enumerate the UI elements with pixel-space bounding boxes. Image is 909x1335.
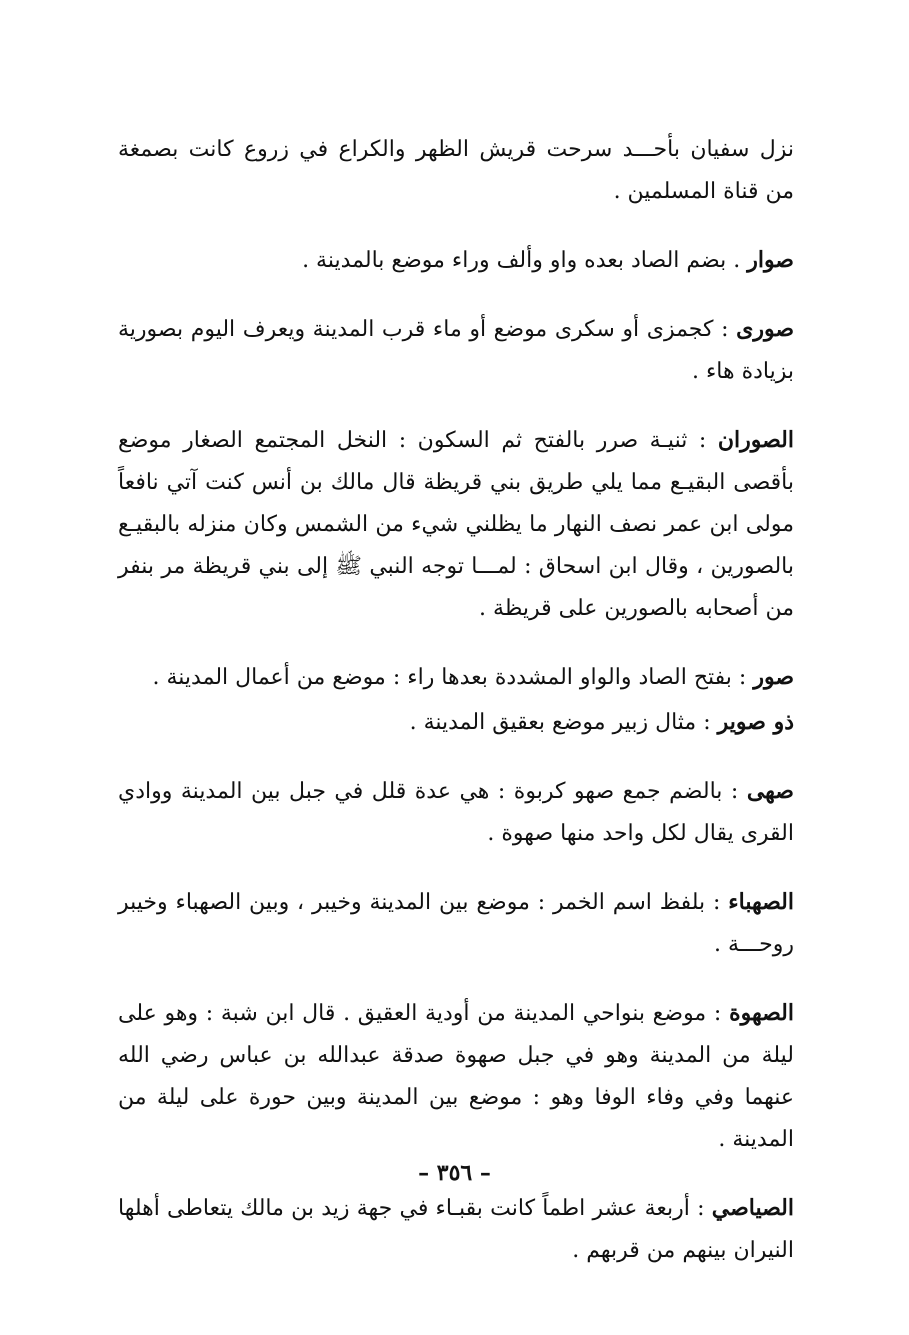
page-body — [118, 128, 794, 1298]
entry-term: ذو صوير — [717, 709, 794, 735]
entry-term: الصوران — [717, 427, 794, 453]
entry-term: صوار — [747, 247, 794, 273]
entry-al-suran — [118, 419, 794, 630]
entry-term: صور — [753, 664, 794, 690]
entry-term: الصهوة — [729, 1000, 794, 1026]
entry-text: : بلفظ اسم الخمر : موضع بين المدينة وخيبر ، وبين الصهباء وخيبر روحـــة . — [118, 890, 794, 957]
entry-al-sahba — [118, 881, 794, 966]
entry-term: الصياصي — [711, 1195, 794, 1221]
entry-suwar — [118, 239, 794, 282]
entry-term: صورى — [736, 316, 794, 342]
entry-text: : موضع بنواحي المدينة من أودية العقيق . قال ابن شبة : وهو على ليلة من المدينة وهو في جبل صهوة صدقة عبدالله بن عباس رضي الله عنهما وفي وفاء الوفا وهو : موضع بين المدينة وبين حورة على ليلة من المدينة . — [118, 1001, 794, 1152]
entry-suha — [118, 770, 794, 855]
entry-sura — [118, 308, 794, 393]
entry-text: : ثنيـة صرر بالفتح ثم السكون : النخل المجتمع الصغار موضع بأقصى البقيـع مما يلي طريق بني قريظة قال مالك بن أنس كنت آتي نافعاً مولى ابن عمر نصف النهار ما يظلني شيء من الشمس وكان منزله بالبقيـع بالصورين ، وقال ابن اسحاق : لمـــا توجه النبي ﷺ إلى بني قريظة مر بنفر من أصحابه بالصورين على قريظة . — [118, 428, 794, 621]
page-number: – ٣٥٦ – — [418, 1160, 491, 1186]
entry-text: : كجمزى أو سكرى موضع أو ماء قرب المدينة ويعرف اليوم بصورية بزيادة هاء . — [118, 317, 794, 384]
entry-text: : بفتح الصاد والواو المشددة بعدها راء : موضع من أعمال المدينة . — [152, 665, 754, 690]
entry-al-sahwa — [118, 992, 794, 1161]
entry-sawwar — [118, 656, 794, 699]
entry-al-sayasi — [118, 1187, 794, 1272]
entry-continuation — [118, 128, 794, 213]
entry-text: . بضم الصاد بعده واو وألف وراء موضع بالمدينة . — [302, 248, 748, 273]
entry-text: : أربعة عشر اطماً كانت بقبـاء في جهة زيد بن مالك يتعاطى أهلها النيران بينهم من قربهم . — [118, 1196, 794, 1263]
entry-text: : مثال زبير موضع بعقيق المدينة . — [409, 710, 718, 735]
entry-term: صهى — [746, 778, 794, 804]
entry-text: نزل سفيان بأحـــد سرحت قريش الظهر والكراع في زروع كانت بصمغة من قناة المسلمين . — [118, 137, 794, 204]
entry-text: : بالضم جمع صهو كربوة : هي عدة قلل في جبل بين المدينة ووادي القرى يقال لكل واحد منها صهوة . — [118, 779, 794, 846]
entry-dhu-suwayr — [118, 701, 794, 744]
entry-term: الصهباء — [728, 889, 794, 915]
